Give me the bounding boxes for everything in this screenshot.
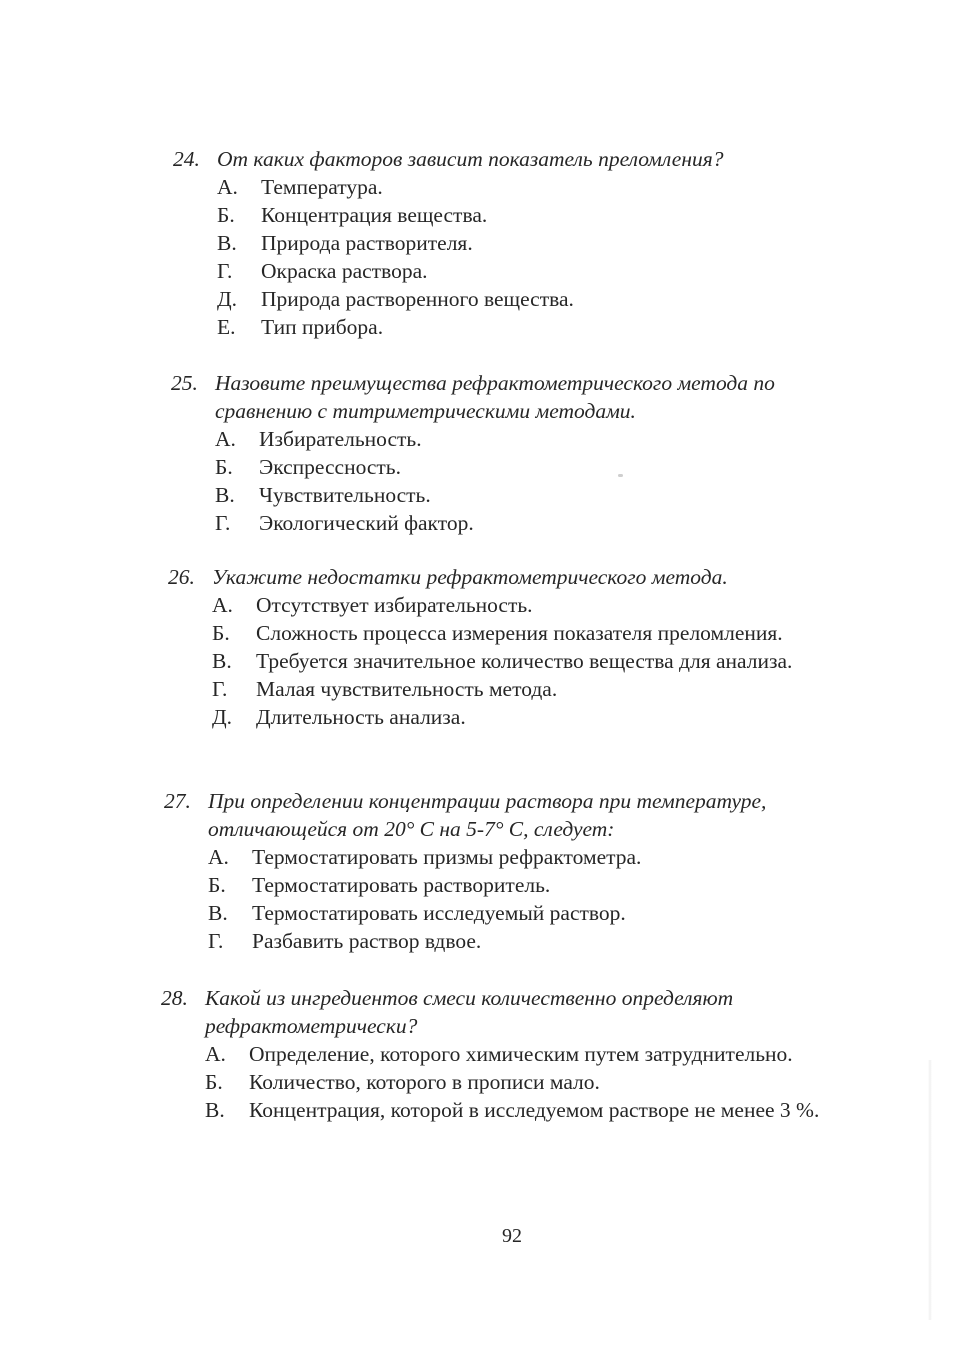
question-text: Назовите преимущества рефрактометрического метода по сравнению с титриметрическими методами. xyxy=(215,371,775,423)
option-text: Отсутствует избирательность. xyxy=(256,593,533,617)
option-letter: А. xyxy=(205,1042,226,1066)
answer-option xyxy=(212,619,868,647)
option-letter: В. xyxy=(212,649,232,673)
option-text: Экспрессность. xyxy=(259,455,401,479)
scan-speck xyxy=(618,474,623,477)
question-heading xyxy=(168,563,868,591)
question-24 xyxy=(173,145,873,341)
option-letter: В. xyxy=(215,483,235,507)
option-text: Температура. xyxy=(261,175,383,199)
option-text: Избирательность. xyxy=(259,427,422,451)
option-text: Малая чувствительность метода. xyxy=(256,677,558,701)
answer-option xyxy=(208,871,864,899)
question-text: От каких факторов зависит показатель преломления? xyxy=(217,147,724,171)
answer-option xyxy=(215,425,871,453)
answer-option xyxy=(217,201,873,229)
option-text: Количество, которого в прописи мало. xyxy=(249,1070,600,1094)
option-text: Концентрация вещества. xyxy=(261,203,488,227)
page-number: 92 xyxy=(502,1225,522,1247)
question-heading xyxy=(161,984,861,1040)
option-text: Сложность процесса измерения показателя преломления. xyxy=(256,621,783,645)
option-text: Требуется значительное количество вещества для анализа. xyxy=(256,649,793,673)
question-text: Какой из ингредиентов смеси количественно определяют рефрактометрически? xyxy=(205,986,734,1038)
option-text: Окраска раствора. xyxy=(261,259,428,283)
question-text: Укажите недостатки рефрактометрического метода. xyxy=(212,565,728,589)
answer-option xyxy=(212,647,868,675)
option-letter: Г. xyxy=(208,929,224,953)
option-letter: Д. xyxy=(212,705,233,729)
answer-option xyxy=(212,591,868,619)
question-heading xyxy=(164,787,864,843)
option-text: Длительность анализа. xyxy=(256,705,466,729)
option-letter: В. xyxy=(205,1098,225,1122)
answer-option xyxy=(215,509,871,537)
option-text: Природа растворителя. xyxy=(261,231,473,255)
option-letter: В. xyxy=(208,901,228,925)
answer-option xyxy=(217,229,873,257)
option-text: Термостатировать растворитель. xyxy=(252,873,551,897)
question-heading xyxy=(173,145,873,173)
answer-option xyxy=(208,927,864,955)
option-letter: Б. xyxy=(212,621,230,645)
option-text: Разбавить раствор вдвое. xyxy=(252,929,482,953)
option-letter: А. xyxy=(217,175,238,199)
option-letter: Г. xyxy=(215,511,231,535)
question-number: 28. xyxy=(161,986,188,1010)
question-number: 25. xyxy=(171,371,198,395)
answer-option xyxy=(217,173,873,201)
question-text: При определении концентрации раствора при температуре, отличающейся от 20° С на 5-7° С, следует: xyxy=(208,789,767,841)
option-letter: Г. xyxy=(212,677,228,701)
option-text: Определение, которого химическим путем затруднительно. xyxy=(249,1042,793,1066)
answer-option xyxy=(217,285,873,313)
scan-edge-shadow xyxy=(928,1060,932,1320)
option-text: Чувствительность. xyxy=(259,483,431,507)
option-letter: Б. xyxy=(208,873,226,897)
option-letter: В. xyxy=(217,231,237,255)
question-number: 26. xyxy=(168,565,195,589)
option-letter: Б. xyxy=(205,1070,223,1094)
answer-option xyxy=(208,899,864,927)
option-text: Термостатировать призмы рефрактометра. xyxy=(252,845,642,869)
answer-option xyxy=(217,257,873,285)
option-letter: Б. xyxy=(217,203,235,227)
option-text: Термостатировать исследуемый раствор. xyxy=(252,901,626,925)
answer-option xyxy=(215,453,871,481)
answer-option xyxy=(205,1068,861,1096)
answer-option xyxy=(208,843,864,871)
option-letter: А. xyxy=(212,593,233,617)
option-text: Экологический фактор. xyxy=(259,511,474,535)
option-letter: А. xyxy=(208,845,229,869)
option-text: Тип прибора. xyxy=(261,315,384,339)
answer-option xyxy=(205,1040,861,1068)
question-number: 27. xyxy=(164,789,191,813)
question-number: 24. xyxy=(173,147,200,171)
option-text: Природа растворенного вещества. xyxy=(261,287,574,311)
option-letter: А. xyxy=(215,427,236,451)
question-28 xyxy=(161,984,861,1124)
question-25 xyxy=(171,369,871,537)
option-letter: Е. xyxy=(217,315,236,339)
question-26 xyxy=(168,563,868,731)
option-text: Концентрация, которой в исследуемом растворе не менее 3 %. xyxy=(249,1098,820,1122)
question-heading xyxy=(171,369,871,425)
answer-option xyxy=(215,481,871,509)
option-letter: Б. xyxy=(215,455,233,479)
answer-option xyxy=(212,675,868,703)
option-letter: Г. xyxy=(217,259,233,283)
option-letter: Д. xyxy=(217,287,238,311)
answer-option xyxy=(217,313,873,341)
question-27 xyxy=(164,787,864,955)
answer-option xyxy=(212,703,868,731)
answer-option xyxy=(205,1096,861,1124)
